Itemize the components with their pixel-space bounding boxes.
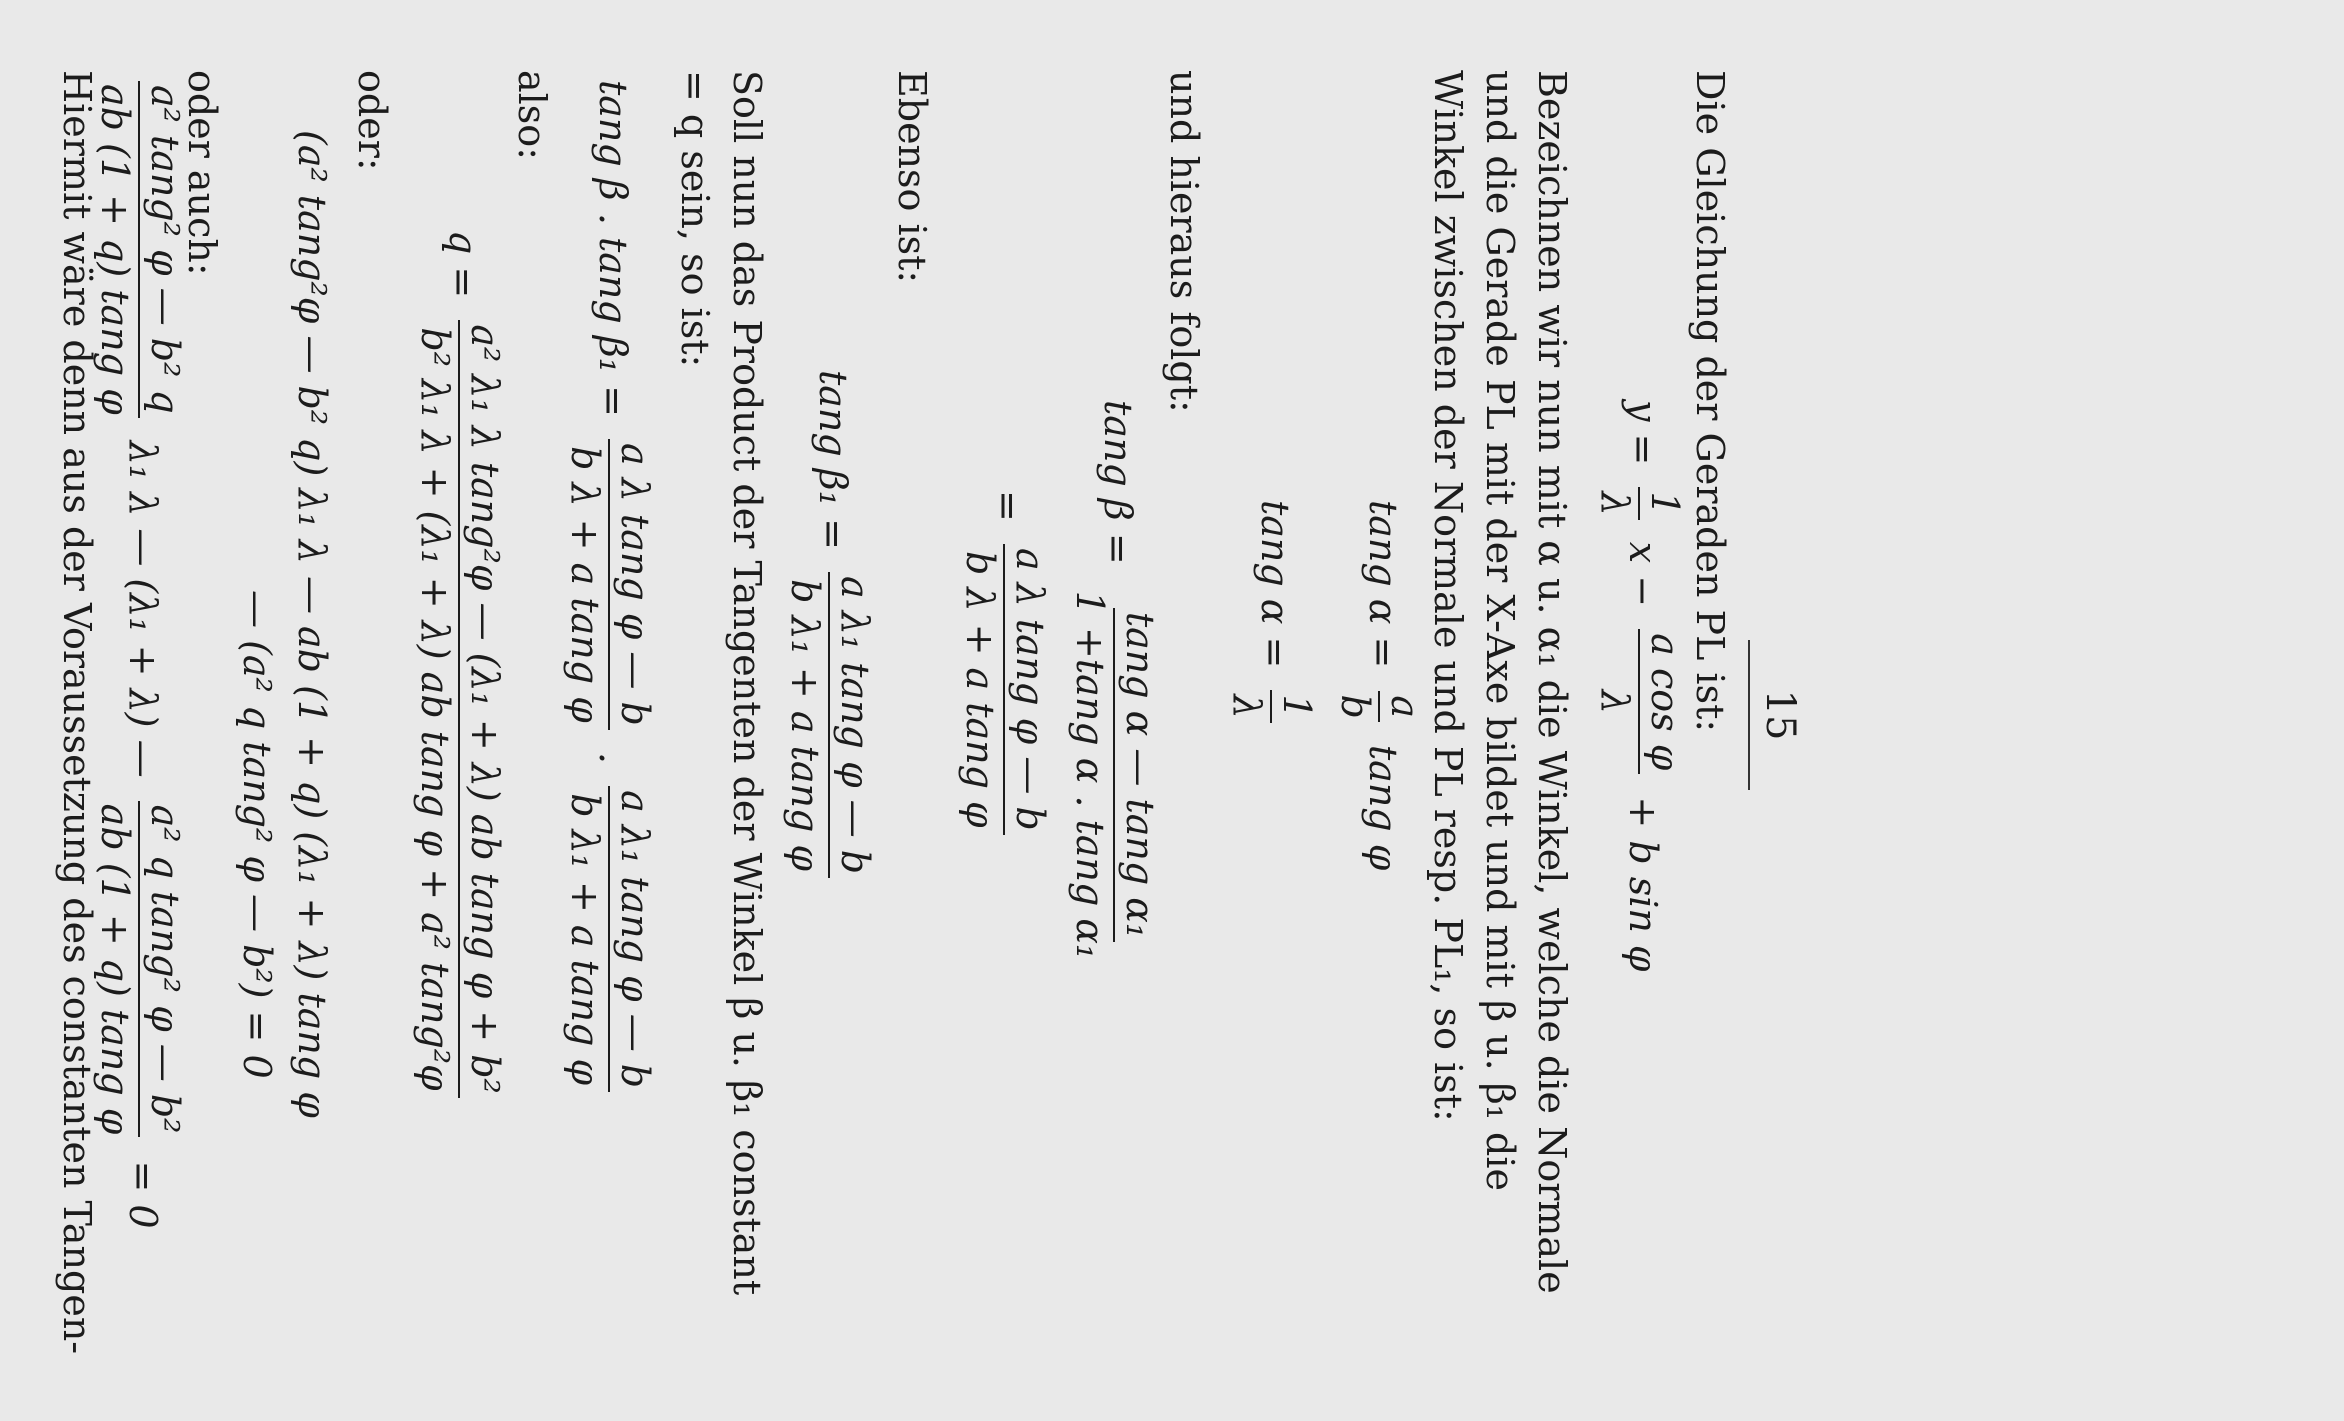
denominator: ab (1 + q) tang φ [93,84,138,415]
denominator: b [1333,694,1378,719]
fraction [1333,690,1426,722]
numerator: a cos φ [1638,629,1686,774]
numerator: 1 [1270,690,1318,722]
eq-lhs: tang β . tang β₁ = [590,80,635,417]
eq-lhs: tang β₁ = [810,370,855,550]
eq-lhs: tang β = [1095,400,1140,565]
oder-line: oder: [350,70,394,171]
numerator: tang α — tang α₁ [1113,608,1161,942]
eq-middle: λ₁ λ — (λ₁ + λ) — [120,440,165,778]
fraction [1068,587,1161,964]
denominator: b λ₁ + a tang φ [563,793,608,1086]
eq-lhs: tang α = [1360,500,1405,669]
paragraph-line: und die Gerade PL mit der X-Axe bildet und mit β u. β₁ die [1478,70,1522,1192]
denominator: λ [1593,491,1638,516]
paragraph-line: Bezeichnen wir nun mit α u. α₁ die Winkel, welche die Normale [1530,70,1574,1294]
equation-tan-beta [1068,400,1161,973]
eq-middle: x − [1620,541,1665,608]
denominator: λ [1225,694,1270,719]
page-content [46,70,1826,1360]
hieraus-line: und hieraus folgt: [1162,70,1206,413]
fraction [958,544,1051,835]
paragraph-line: = q sein, so ist: [673,70,717,368]
fraction [413,320,506,1097]
eq-tail: + b sin φ [1620,796,1665,972]
fraction [1593,487,1686,519]
also-line: also: [510,70,554,160]
eq-lhs: tang α = [1252,500,1297,669]
denominator: b λ + a tang φ [958,551,1003,828]
denominator: b² λ₁ λ + (λ₁ + λ) ab tang φ + a² tang²φ [413,327,458,1091]
denominator: ab (1 + q) tang φ [93,803,138,1135]
intro-line: Die Gleichung der Geraden PL ist: [1688,70,1732,733]
page-number: 15 [1748,640,1806,791]
equation-oder-auch [93,70,186,1229]
equation-product [563,80,656,1102]
eq-sign: = [985,490,1030,522]
numerator: a² tang² φ — b² q [138,81,186,418]
final-line: Hiermit wäre denn aus der Voraussetzung des constanten Tangen- [55,70,99,1355]
numerator: a [1378,691,1426,722]
equation-line-pl [1593,400,1686,972]
fraction [783,572,876,878]
numerator: 1 [1638,487,1686,519]
numerator: a λ tang φ — b [608,439,656,730]
eq-dot: . [590,751,635,765]
paragraph-line: Winkel zwischen der Normale und PL resp. PL₁, so ist: [1426,70,1470,1122]
equation-tan-alpha [1333,500,1426,870]
fraction [1225,690,1318,722]
fraction [93,80,186,419]
numerator: a λ₁ tang φ — b [608,786,656,1092]
eq-tail: = 0 [120,1160,165,1229]
denominator: 1 +tang α . tang α₁ [1068,590,1113,960]
fraction [93,800,186,1139]
numerator: a² q tang² φ — b² [138,801,186,1138]
numerator: a λ₁ tang φ — b [828,572,876,878]
equation-tan-alpha1 [1225,500,1318,733]
denominator: b λ₁ + a tang φ [783,579,828,871]
equation-tan-beta-2 [958,490,1051,845]
fraction [563,439,656,730]
numerator: a² λ₁ λ tang²φ — (λ₁ + λ) ab tang φ + b² [458,320,506,1097]
paragraph-line: Soll nun das Product der Tangenten der Winkel β u. β₁ constant [725,70,769,1296]
fraction [1593,629,1686,774]
eq-lhs: y = [1620,400,1665,466]
eq-tail: tang φ [1360,744,1405,871]
fraction [563,786,656,1092]
denominator: λ [1593,689,1638,714]
numerator: a λ tang φ — b [1003,544,1051,835]
oder-auch-line: oder auch: [180,70,224,276]
equation-oder-line-2: — (a² q tang² φ — b²) = 0 [235,590,279,1079]
page-number-block [1748,70,1806,1360]
equation-tan-beta1 [783,370,876,888]
ebenso-line: Ebenso ist: [890,70,934,284]
equation-q [413,230,506,1108]
denominator: b λ + a tang φ [563,446,608,723]
equation-oder-line-1: (a² tang²φ — b² q) λ₁ λ — ab (1 + q) (λ₁ + λ) tang φ [290,130,334,1118]
eq-lhs: q = [440,230,485,299]
